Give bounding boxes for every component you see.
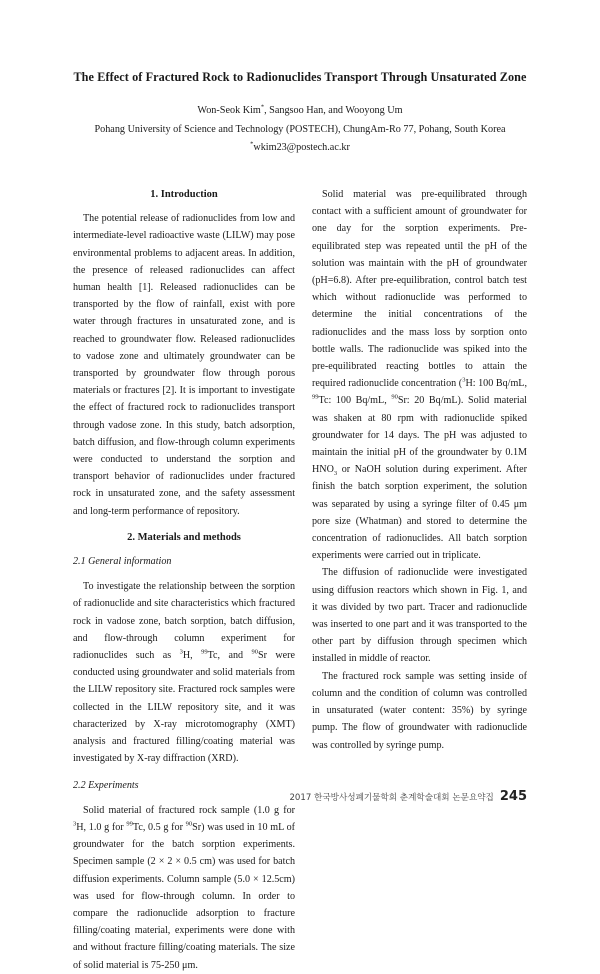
sorption-text-end: or NaOH solution during experiment. After finish the batch sorption experiment, the solution was separated by using a syringe filter of 0.45 μm pore size (Whatman) and stored to determine the concentration of radionuclides. All batch sorption experiments were carried out in triplicate. bbox=[312, 464, 527, 562]
page-number: 245 bbox=[499, 789, 527, 804]
left-column bbox=[73, 186, 295, 974]
introduction-paragraph: The potential release of radionuclides from low and intermediate-level radioactive waste (LILW) may pose environmental problems to adjacent areas. In addition, the presence of released radionuclides can affect human health [1]. Released radionuclides can be transported by the flow of rainfall, exist with pore water through fractures in unsaturated zone, and is reached to groundwater flow. Released radionuclides to vadose zone and ultimately groundwater can be transported by groundwater flow through porous materials or fractures [2]. It is important to investigate the effect of fractured rock to radionuclides transport through vadose zone. In this study, batch adsorption, batch diffusion, and flow-through column experiments were conducted to understand the sorption and transport behavior of radionuclides under fractured rock in unsaturated zone, and the safety assessment and long-term performance of repository. bbox=[73, 213, 295, 517]
page-footer bbox=[289, 789, 527, 804]
strontium-concentration-text: Sr: 20 Bq/mL). Solid material was shaken at 80 rpm with radionuclide spiked groundwater for 14 days. The pH was adjusted to maintain the initial pH of the groundwater by 0.1M HNO bbox=[312, 395, 527, 476]
tritium-mass-number: 3 bbox=[73, 820, 77, 828]
strontium-symbol: Sr bbox=[257, 650, 267, 662]
corresponding-author-mark: * bbox=[260, 103, 265, 111]
email-mark: * bbox=[250, 140, 254, 148]
email-address: wkim23@postech.ac.kr bbox=[253, 142, 350, 153]
general-info-paragraph bbox=[73, 578, 295, 767]
technetium-mass-number: 99 bbox=[126, 820, 133, 828]
author-list bbox=[40, 105, 560, 116]
subsection-heading-experiments: 2.2 Experiments bbox=[73, 779, 139, 791]
strontium-mass-number: 90 bbox=[391, 394, 398, 402]
technetium-concentration-text: Tc: 100 Bq/mL, bbox=[318, 395, 392, 407]
technetium-mass-number: 99 bbox=[201, 648, 208, 656]
experiments-text-start: Solid material of fractured rock sample (1.0 g for bbox=[83, 804, 295, 816]
first-author: Won-Seok Kim bbox=[197, 105, 261, 116]
paper-title: The Effect of Fractured Rock to Radionuclides Transport Through Unsaturated Zone bbox=[73, 70, 527, 84]
section-heading-materials: 2. Materials and methods bbox=[127, 531, 241, 543]
tritium-concentration-text: H: 100 Bq/mL, bbox=[465, 378, 527, 390]
technetium-symbol: Tc, and bbox=[207, 650, 252, 662]
affiliation: Pohang University of Science and Technology (POSTECH), ChungAm-Ro 77, Pohang, South Korea bbox=[94, 124, 506, 135]
tritium-mass-number: 3 bbox=[462, 376, 466, 384]
general-text-end: were conducted using groundwater and solid materials from the LILW repository site. Fractured rock samples were collected in the LILW repository site, and it was characterized by X-ray microtomography (XMT) analysis and fractured filling/coating material was investigated by X-ray diffraction (XRD). bbox=[73, 650, 296, 765]
other-authors: , Sangsoo Han, and Wooyong Um bbox=[264, 105, 403, 116]
experiments-paragraph-2 bbox=[312, 186, 527, 564]
experiments-paragraph-4: The fractured rock sample was setting inside of column and the condition of column was controlled in unsaturated (water content: 35%) by syringe pump. The flow of groundwater with radionuclide was controlled by syringe pump. bbox=[312, 670, 527, 751]
technetium-mass-number: 99 bbox=[312, 394, 319, 402]
right-column bbox=[312, 186, 527, 754]
technetium-amount-text: Tc, 0.5 g for bbox=[132, 821, 186, 833]
strontium-mass-number: 90 bbox=[251, 648, 258, 656]
general-text-start: To investigate the relationship between the sorption of radionuclide and site characteristics which fractured rock in vadose zone, batch sorption, batch diffusion, and flow-through column experiment for radionuclides such as bbox=[73, 581, 295, 662]
sorption-text-start: Solid material was pre-equilibrated through contact with a sufficient amount of groundwater for one day for the sorption experiments. Pre-equilibrated step was repeated until the pH of the solution was maintain with the pH of groundwater (pH=6.8). After pre-equilibration, control batch test which without radionuclide was performed to determine the initial concentrations of the radionuclides and the mass loss by sorption onto bottle walls. The radionuclide was spiked into the pre-equilibrated reacting bottles to attain the required radionuclide concentration ( bbox=[312, 189, 527, 390]
contact-email bbox=[40, 142, 560, 153]
nitric-acid-subscript: 3 bbox=[333, 470, 338, 478]
experiments-paragraph-1 bbox=[73, 802, 295, 974]
tritium-symbol: H, bbox=[182, 650, 202, 662]
experiments-paragraph-3: The diffusion of radionuclide were investigated using diffusion reactors which shown in Fig. 1, and it was divided by two part. Tracer and radionuclide was inserted to one part and it was transported to the other part by diffusion through specimen which installed in middle of reactor. bbox=[312, 567, 527, 665]
proceedings-title: 2017 한국방사성폐기물학회 춘계학술대회 논문요약집 bbox=[289, 793, 494, 803]
strontium-mass-number: 90 bbox=[185, 820, 193, 828]
subsection-heading-general: 2.1 General information bbox=[73, 556, 172, 568]
section-heading-introduction: 1. Introduction bbox=[150, 189, 218, 200]
tritium-mass-number: 3 bbox=[179, 648, 183, 656]
strontium-amount-text: Sr) was used in 10 mL of groundwater for the batch sorption experiments. Specimen sample (2 × 2 × 0.5 cm) was used for batch diffusion experiments. Column sample (5.0 × 12.5cm) was used for flow-through column. In order to compare the radionuclide adsorption to fracture filling/coating material, experiments were done with and without fracture filling/coating materials. The size of solid material is 75-250 μm. bbox=[73, 821, 295, 971]
tritium-amount-text: H, 1.0 g for bbox=[76, 821, 127, 833]
